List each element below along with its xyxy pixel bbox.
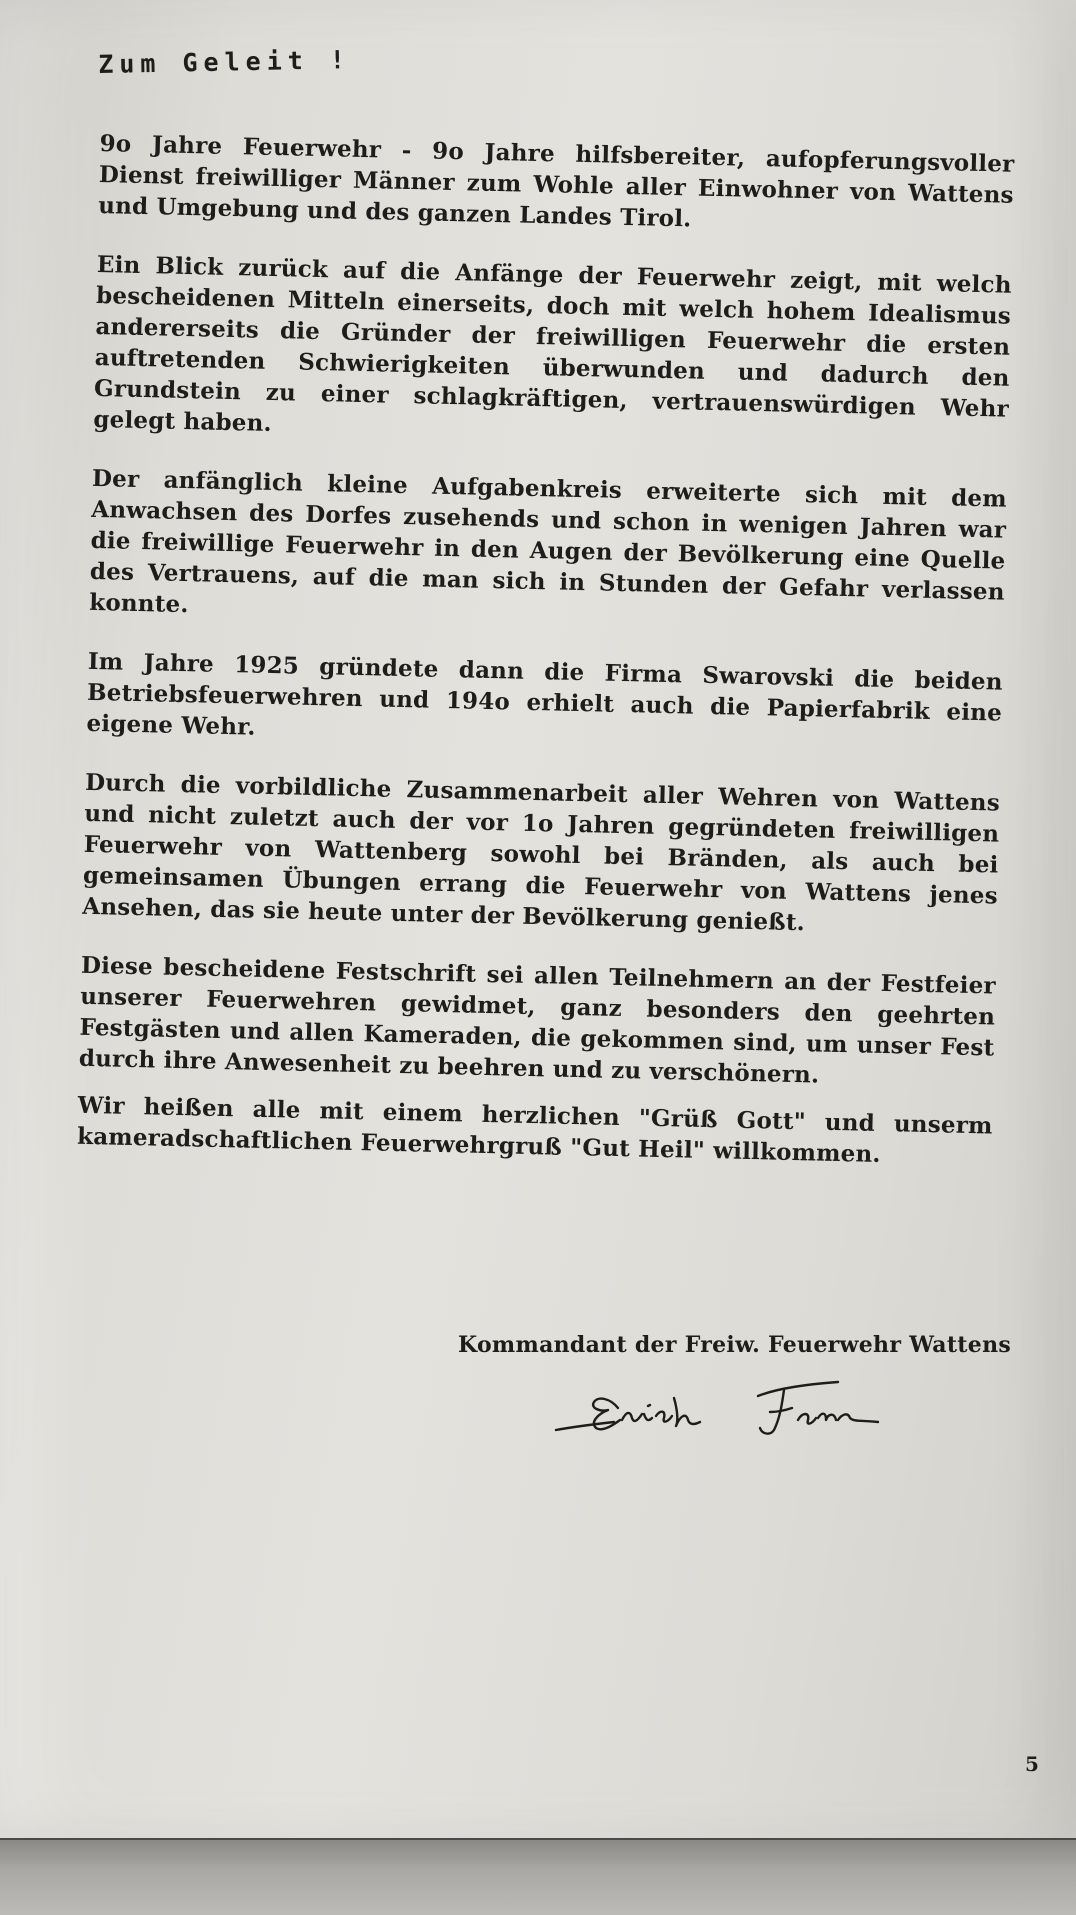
handwritten-signature — [548, 1368, 948, 1448]
paragraph-7: Wir heißen alle mit einem herzlichen "Grüß Gott" und unserm kameradschaftlichen Feuerwehrgruß "Gut Heil" willkommen. — [76, 1091, 993, 1168]
closing-title: Kommandant der Freiw. Feuerwehr Wattens — [458, 1332, 1012, 1358]
document-body — [76, 128, 1015, 1200]
paragraph-4: Im Jahre 1925 gründete dann die Firma Swarovski die beiden Betriebsfeuerwehren und 194o erhielt auch die Papierfabrik eine eigene Wehr. — [86, 647, 1003, 741]
paragraph-6: Diese bescheidene Festschrift sei allen Teilnehmern an der Festfeier unserer Feuerwehren gewidmet, ganz besonders den geehrten Festgästen und allen Kameraden, die gekommen sind, um unser Fest durch ihre Anwesenheit zu beehren und zu verschönern. — [78, 951, 997, 1089]
page-number: 5 — [1025, 1752, 1039, 1776]
background-surface — [0, 1840, 1076, 1915]
paragraph-5: Durch die vorbildliche Zusammenarbeit aller Wehren von Wattens und nicht zuletzt auch der vor 1o Jahren gegründeten freiwilligen Feuerwehr von Wattenberg sowohl bei Bränden, als auch bei gemeinsamen Übungen errang die Feuerwehr von Wattens jenes Ansehen, das sie heute unter der Bevölkerung genießt. — [82, 768, 1001, 937]
paragraph-1: 9o Jahre Feuerwehr - 9o Jahre hilfsbereiter, aufopferungsvoller Dienst freiwilliger Männer zum Wohle aller Einwohner von Wattens und Umgebung und des ganzen Landes Tirol. — [97, 129, 1015, 233]
paragraph-2: Ein Blick zurück auf die Anfänge der Feuerwehr zeigt, mit welch bescheidenen Mitteln einerseits, doch mit welch hohem Idealismus andererseits die Gründer der freiwilligen Feuerwehr die ersten auftretenden Schwierigkeiten überwunden und dadurch den Grundstein zu einer schlagkräftigen, vertrauenswürdigen Wehr gelegt haben. — [93, 250, 1012, 437]
paragraph-3: Der anfänglich kleine Aufgabenkreis erweiterte sich mit dem Anwachsen des Dorfes zusehends und schon in wenigen Jahren war die freiwillige Feuerwehr in den Augen der Bevölkerung eine Quelle des Vertrauens, auf die man sich in Stunden der Gefahr verlassen konnte. — [88, 464, 1008, 619]
document-heading: Zum Geleit ! — [98, 45, 352, 79]
